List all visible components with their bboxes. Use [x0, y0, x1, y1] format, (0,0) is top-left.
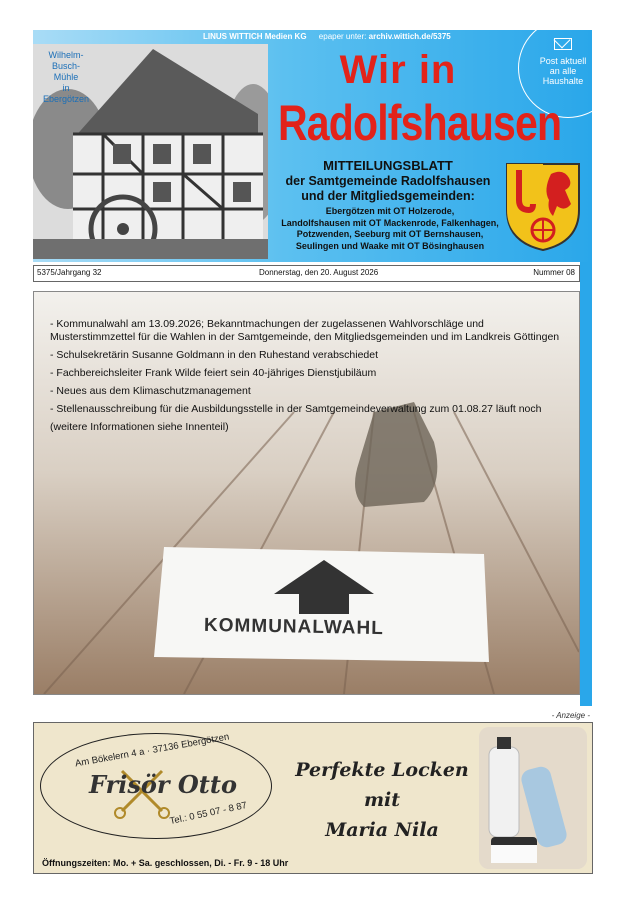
envelope-icon [554, 38, 572, 50]
ad-label: - Anzeige - [551, 711, 590, 720]
election-sign-text: KOMMUNALWAHL [203, 614, 384, 640]
side-accent-bar [580, 262, 592, 706]
salon-name: Frisör Otto [89, 770, 237, 799]
opening-hours: Öffnungszeiten: Mo. + Sa. geschlossen, Di. - Fr. 9 - 18 Uhr [42, 858, 289, 868]
more-info-note: (weitere Informationen siehe Innenteil) [50, 421, 229, 433]
issue-info-bar [33, 265, 580, 282]
salon-address: Am Bökelern 4 a · 37136 Ebergötzen [74, 731, 231, 770]
headline-item[interactable]: - Fachbereichsleiter Frank Wilde feiert sein 40-jähriges Dienstjubiläum [50, 367, 377, 379]
mill-photo [33, 44, 268, 259]
advertisement[interactable] [33, 722, 593, 874]
ad-slogan: Perfekte Locken mit Maria Nila [295, 759, 469, 841]
headline-item[interactable]: - Kommunalwahl am 13.09.2026; Bekanntmachungen der zugelassenen Wahlvorschläge und Musterstimmzettel für die Wahlen in der Samtgemeinde, den Mitgliedsgemeinden und im Landkreis Göttingen [50, 318, 560, 343]
issue-year: 5375/Jahrgang 32 [37, 268, 102, 277]
headline-list [50, 318, 562, 434]
epaper-link[interactable]: archiv.wittich.de/5375 [368, 32, 451, 41]
product-photo [479, 727, 587, 869]
subtitle: MITTEILUNGSBLATT [323, 158, 453, 173]
cover-story [33, 291, 580, 695]
subtitle-description: der Samtgemeinde Radolfshausen und der Mitgliedsgemeinden: [285, 174, 491, 203]
photo-caption: Wilhelm- Busch- Mühle in Ebergötzen [42, 50, 90, 104]
coat-of-arms-icon [503, 160, 583, 252]
salon-phone[interactable]: Tel.: 0 55 07 - 8 87 [168, 799, 248, 828]
headline-item[interactable]: - Neues aus dem Klimaschutzmanagement [50, 385, 251, 397]
issue-number: Nummer 08 [533, 268, 575, 277]
municipalities-list: Ebergötzen mit OT Holzerode, Landolfshausen mit OT Mackenrode, Falkenhagen, Potzwenden, Seeburg mit OT Bernshausen, Seulingen und Waake mit OT Bösinghausen [281, 206, 499, 251]
title-line-1: Wir in [339, 48, 457, 92]
epaper-label: epaper unter: [318, 32, 367, 41]
publisher-line [203, 32, 451, 41]
title-line-2: Radolfshausen [278, 95, 562, 151]
headline-item[interactable]: - Stellenausschreibung für die Ausbildungsstelle in der Samtgemeindeverwaltung zum 01.08.27 läuft noch [50, 403, 542, 415]
issue-date: Donnerstag, den 20. August 2026 [259, 268, 379, 277]
masthead [33, 30, 592, 262]
headline-item[interactable]: - Schulsekretärin Susanne Goldmann in den Ruhestand verabschiedet [50, 349, 379, 361]
post-badge-text: Post aktuell an alle Haushalte [539, 56, 587, 86]
publisher-name: LINUS WITTICH Medien KG [203, 32, 307, 41]
